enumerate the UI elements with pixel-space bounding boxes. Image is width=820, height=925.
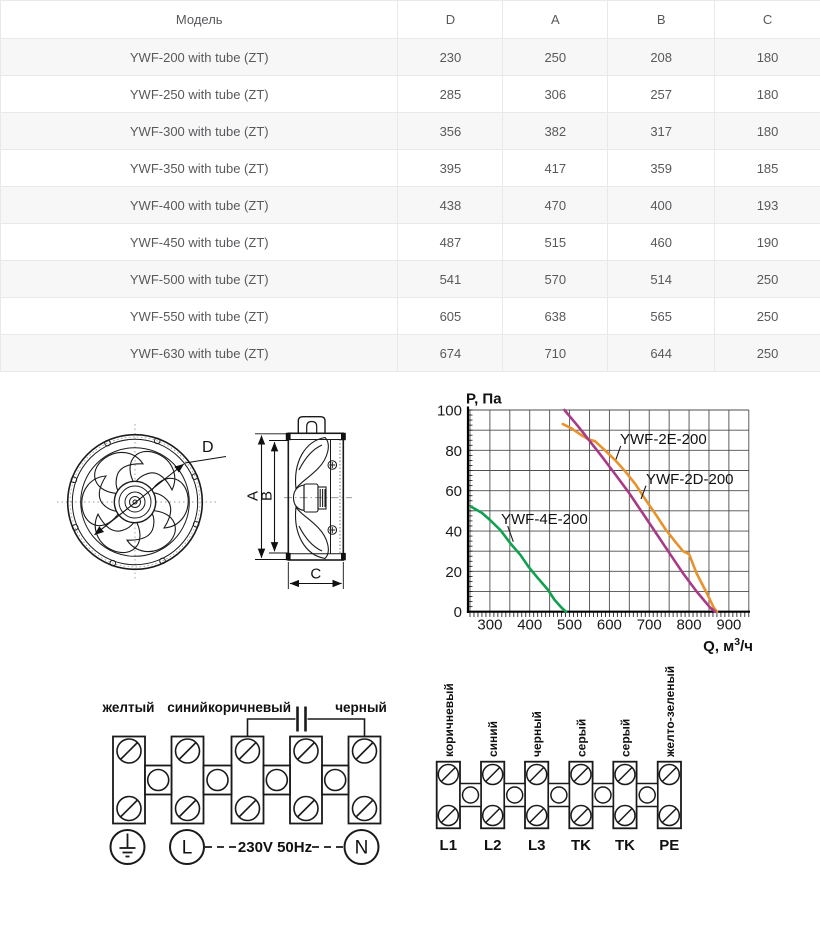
cell-d: 438 xyxy=(398,187,503,224)
x-tick-label: 300 xyxy=(477,616,503,634)
bottom-band xyxy=(0,665,820,905)
table-row xyxy=(1,187,820,224)
wire-label-brown: коричневый xyxy=(208,700,291,715)
y-tick-label: 80 xyxy=(445,442,462,460)
wiring-diagram-three-phase xyxy=(437,666,681,854)
cell-c: 193 xyxy=(715,187,820,224)
cell-model: YWF-350 with tube (ZT) xyxy=(1,150,398,187)
voltage-label: 230V 50Hz xyxy=(237,839,313,856)
fan-side-view-drawing xyxy=(245,417,353,589)
terminal-label-l3: L3 xyxy=(527,837,546,854)
terminal-label-tk2: TK xyxy=(615,837,635,854)
series-label-ywf-4e-200: YWF-4E-200 xyxy=(501,511,588,528)
spec-table xyxy=(0,0,820,372)
wire-label-blue: синий xyxy=(486,720,501,757)
cell-d: 674 xyxy=(398,335,503,372)
cell-model: YWF-200 with tube (ZT) xyxy=(1,39,398,76)
cell-model: YWF-250 with tube (ZT) xyxy=(1,76,398,113)
y-tick-label: 100 xyxy=(436,402,462,420)
cell-b: 317 xyxy=(608,113,715,150)
terminal-label-l1: L1 xyxy=(439,837,458,854)
terminal-blocks xyxy=(113,737,381,824)
series-label-ywf-2e-200: YWF-2E-200 xyxy=(620,431,707,448)
header-c: C xyxy=(715,1,820,39)
line-label: L xyxy=(181,837,193,859)
cell-d: 541 xyxy=(398,261,503,298)
wiring-diagram-single-phase xyxy=(102,700,387,864)
dim-c-label: C xyxy=(310,565,322,583)
y-tick-label: 40 xyxy=(445,523,462,541)
y-tick-label: 20 xyxy=(445,563,462,581)
wire-label-grey-1: серый xyxy=(574,718,589,757)
cell-c: 250 xyxy=(715,261,820,298)
line-symbol xyxy=(170,830,204,864)
cell-a: 515 xyxy=(503,224,608,261)
cell-a: 570 xyxy=(503,261,608,298)
table-row xyxy=(1,113,820,150)
cell-d: 230 xyxy=(398,39,503,76)
cell-c: 250 xyxy=(715,298,820,335)
cell-a: 382 xyxy=(503,113,608,150)
cell-a: 250 xyxy=(503,39,608,76)
cell-d: 395 xyxy=(398,150,503,187)
dim-b-label: B xyxy=(258,490,276,502)
cell-b: 257 xyxy=(608,76,715,113)
x-tick-label: 500 xyxy=(557,616,583,634)
x-tick-label: 700 xyxy=(636,616,662,634)
cell-model: YWF-550 with tube (ZT) xyxy=(1,298,398,335)
header-b: B xyxy=(608,1,715,39)
junction-box xyxy=(298,417,325,434)
middle-band xyxy=(0,380,820,665)
header-model: Модель xyxy=(1,1,398,39)
x-tick-label: 800 xyxy=(676,616,702,634)
wire-label-brown: коричневый xyxy=(441,683,456,757)
table-row xyxy=(1,39,820,76)
table-row xyxy=(1,224,820,261)
x-tick-label: 400 xyxy=(517,616,543,634)
cell-model: YWF-630 with tube (ZT) xyxy=(1,335,398,372)
cell-d: 356 xyxy=(398,113,503,150)
wire-label-grey-2: серый xyxy=(618,718,633,757)
series-label-ywf-2d-200: YWF-2D-200 xyxy=(646,471,734,488)
cell-a: 710 xyxy=(503,335,608,372)
wire-label-blue: синий xyxy=(167,700,208,715)
cell-d: 285 xyxy=(398,76,503,113)
cell-b: 565 xyxy=(608,298,715,335)
dimension-b xyxy=(259,441,289,554)
cell-d: 605 xyxy=(398,298,503,335)
cell-b: 400 xyxy=(608,187,715,224)
cell-c: 190 xyxy=(715,224,820,261)
cell-a: 470 xyxy=(503,187,608,224)
x-tick-label: 900 xyxy=(716,616,742,634)
cell-c: 180 xyxy=(715,39,820,76)
wire-label-yellow-green: желто-зеленый xyxy=(662,665,677,757)
table-row xyxy=(1,298,820,335)
cell-c: 185 xyxy=(715,150,820,187)
table-row xyxy=(1,335,820,372)
wire-label-black: черный xyxy=(335,700,387,715)
cell-d: 487 xyxy=(398,224,503,261)
header-d: D xyxy=(398,1,503,39)
dimension-c xyxy=(288,562,343,589)
wire-label-yellow: желтый xyxy=(102,700,155,715)
cell-b: 359 xyxy=(608,150,715,187)
terminal-label-pe: PE xyxy=(659,837,680,854)
y-tick-label: 60 xyxy=(445,483,462,501)
fan-front-view-drawing xyxy=(57,424,226,581)
cell-a: 638 xyxy=(503,298,608,335)
cell-model: YWF-450 with tube (ZT) xyxy=(1,224,398,261)
cell-c: 180 xyxy=(715,113,820,150)
table-row xyxy=(1,76,820,113)
table-row xyxy=(1,261,820,298)
terminal-label-l2: L2 xyxy=(483,837,502,854)
cell-a: 306 xyxy=(503,76,608,113)
terminal-label-tk1: TK xyxy=(571,837,591,854)
cell-a: 417 xyxy=(503,150,608,187)
terminal-blocks xyxy=(437,762,681,829)
cell-c: 250 xyxy=(715,335,820,372)
dim-a-label: A xyxy=(244,490,262,502)
neutral-label: N xyxy=(354,837,369,859)
x-axis-title: Q, $м^3/ч$ xyxy=(703,636,753,655)
table-header-row xyxy=(1,1,820,39)
table-row xyxy=(1,150,820,187)
cell-model: YWF-400 with tube (ZT) xyxy=(1,187,398,224)
wire-label-black: черный xyxy=(530,711,545,757)
header-a: A xyxy=(503,1,608,39)
y-axis-title: P, Па xyxy=(466,390,502,408)
ground-symbol xyxy=(111,830,145,864)
cell-b: 460 xyxy=(608,224,715,261)
cell-model: YWF-500 with tube (ZT) xyxy=(1,261,398,298)
dim-d-label: D xyxy=(202,439,214,456)
x-tick-label: 600 xyxy=(596,616,622,634)
series-labels xyxy=(501,431,734,542)
cell-b: 644 xyxy=(608,335,715,372)
cell-b: 514 xyxy=(608,261,715,298)
y-tick-label: 0 xyxy=(453,604,462,622)
performance-chart xyxy=(437,391,753,656)
cell-b: 208 xyxy=(608,39,715,76)
neutral-symbol xyxy=(345,830,379,864)
cell-model: YWF-300 with tube (ZT) xyxy=(1,113,398,150)
cell-c: 180 xyxy=(715,76,820,113)
